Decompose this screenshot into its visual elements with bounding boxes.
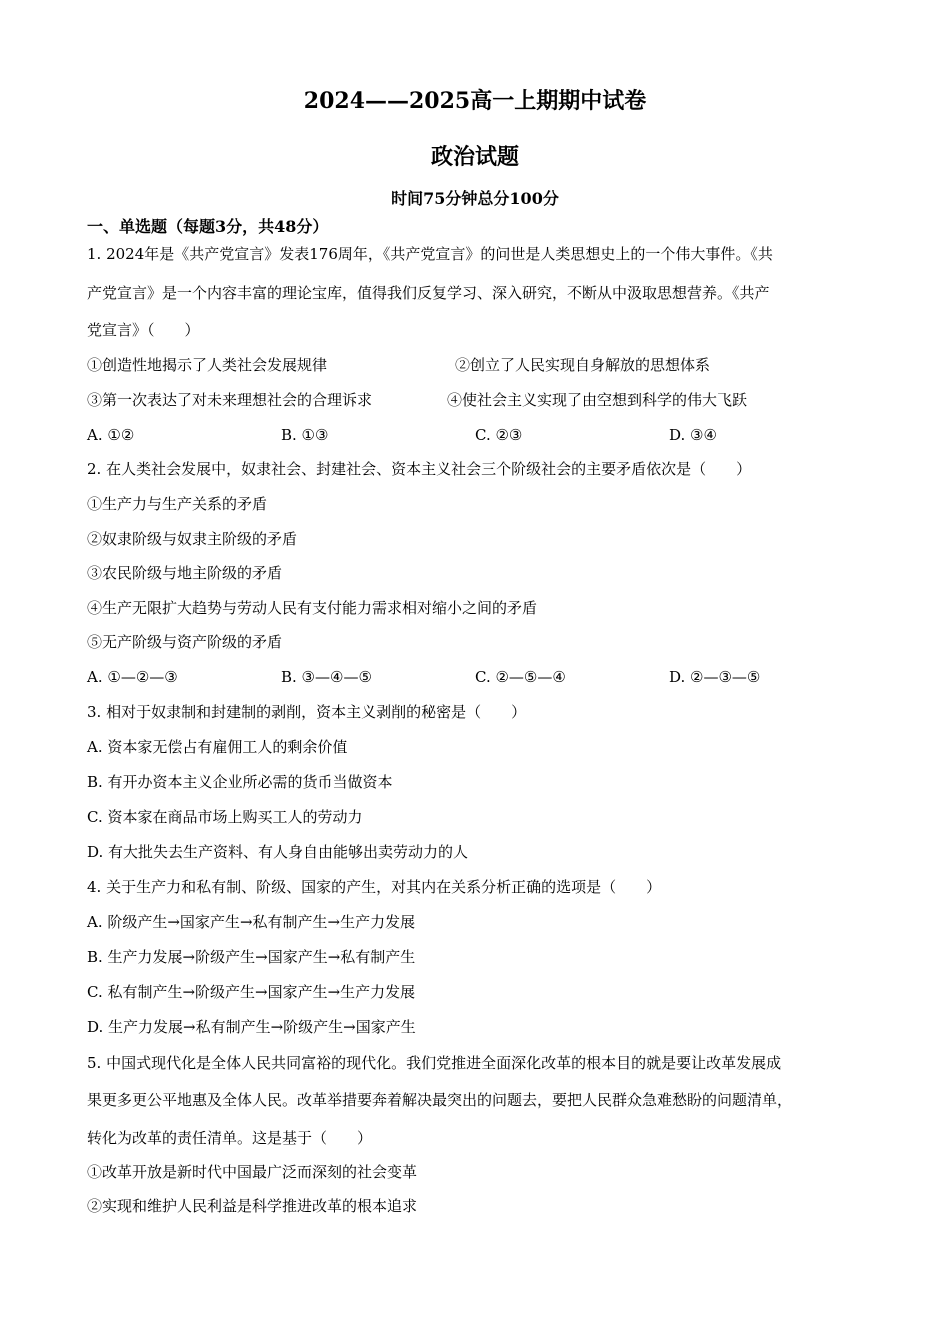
q5-option-1: ①改革开放是新时代中国最广泛而深刻的社会变革 bbox=[87, 1163, 418, 1181]
q4-choice-b: B. 生产力发展→阶级产生→国家产生→私有制产生 bbox=[87, 948, 416, 966]
q1-option-1: ①创造性地揭示了人类社会发展规律 bbox=[87, 356, 328, 374]
q3-choice-a: A. 资本家无偿占有雇佣工人的剩余价值 bbox=[87, 738, 348, 756]
q2-option-2: ②奴隶阶级与奴隶主阶级的矛盾 bbox=[87, 530, 298, 548]
q1-stem-line2: 产党宣言》是一个内容丰富的理论宝库，值得我们反复学习、深入研究，不断从中汲取思想营养。《共产 bbox=[87, 284, 770, 302]
q2-option-1: ①生产力与生产关系的矛盾 bbox=[87, 495, 268, 513]
q1-choice-c: C. ②③ bbox=[475, 426, 523, 444]
exam-title: 2024——2025高一上期期中试卷 bbox=[303, 88, 647, 114]
q4-choice-d: D. 生产力发展→私有制产生→阶级产生→国家产生 bbox=[87, 1018, 416, 1036]
q3-stem: 3. 相对于奴隶制和封建制的剥削，资本主义剥削的秘密是（ ） bbox=[87, 703, 527, 721]
q1-choice-a: A. ①② bbox=[87, 426, 135, 444]
q2-choice-c: C. ②—⑤—④ bbox=[475, 668, 566, 686]
q3-choice-c: C. 资本家在商品市场上购买工人的劳动力 bbox=[87, 808, 363, 826]
q1-option-2: ②创立了人民实现自身解放的思想体系 bbox=[455, 356, 711, 374]
q5-stem-line2: 果更多更公平地惠及全体人民。改革举措要奔着解决最突出的问题去，要把人民群众急难愁盼的问题清单， bbox=[87, 1091, 793, 1109]
q3-choice-d: D. 有大批失去生产资料、有人身自由能够出卖劳动力的人 bbox=[87, 843, 469, 861]
time-info: 时间75分钟总分100分 bbox=[391, 189, 559, 208]
q1-stem-line3: 党宣言》（ ） bbox=[87, 321, 200, 339]
q1-option-3: ③第一次表达了对未来理想社会的合理诉求 bbox=[87, 391, 373, 409]
q2-choice-d: D. ②—③—⑤ bbox=[669, 668, 761, 686]
q2-stem: 2. 在人类社会发展中，奴隶社会、封建社会、资本主义社会三个阶级社会的主要矛盾依次是（ ） bbox=[87, 460, 752, 478]
q4-stem: 4. 关于生产力和私有制、阶级、国家的产生，对其内在关系分析正确的选项是（ ） bbox=[87, 878, 662, 896]
q2-option-3: ③农民阶级与地主阶级的矛盾 bbox=[87, 564, 283, 582]
q1-choice-b: B. ①③ bbox=[281, 426, 329, 444]
q1-option-4: ④使社会主义实现了由空想到科学的伟大飞跃 bbox=[447, 391, 748, 409]
q4-choice-a: A. 阶级产生→国家产生→私有制产生→生产力发展 bbox=[87, 913, 416, 931]
section-heading: 一、单选题（每题3分，共48分） bbox=[87, 217, 329, 236]
subject-title: 政治试题 bbox=[430, 144, 519, 170]
q5-stem-line3: 转化为改革的责任清单。这是基于（ ） bbox=[87, 1129, 373, 1147]
q2-option-5: ⑤无产阶级与资产阶级的矛盾 bbox=[87, 633, 283, 651]
q5-stem-line1: 5. 中国式现代化是全体人民共同富裕的现代化。我们党推进全面深化改革的根本目的就是要让改革发展成 bbox=[87, 1054, 782, 1072]
q4-choice-c: C. 私有制产生→阶级产生→国家产生→生产力发展 bbox=[87, 983, 416, 1001]
q3-choice-b: B. 有开办资本主义企业所必需的货币当做资本 bbox=[87, 773, 393, 791]
q2-choice-a: A. ①—②—③ bbox=[87, 668, 178, 686]
q1-choice-d: D. ③④ bbox=[669, 426, 717, 444]
q5-option-2: ②实现和维护人民利益是科学推进改革的根本追求 bbox=[87, 1197, 418, 1215]
q1-stem-line1: 1. 2024年是《共产党宣言》发表176周年，《共产党宣言》的问世是人类思想史上的一个伟大事件。《共 bbox=[87, 245, 773, 263]
q2-option-4: ④生产无限扩大趋势与劳动人民有支付能力需求相对缩小之间的矛盾 bbox=[87, 599, 538, 617]
q2-choice-b: B. ③—④—⑤ bbox=[281, 668, 372, 686]
